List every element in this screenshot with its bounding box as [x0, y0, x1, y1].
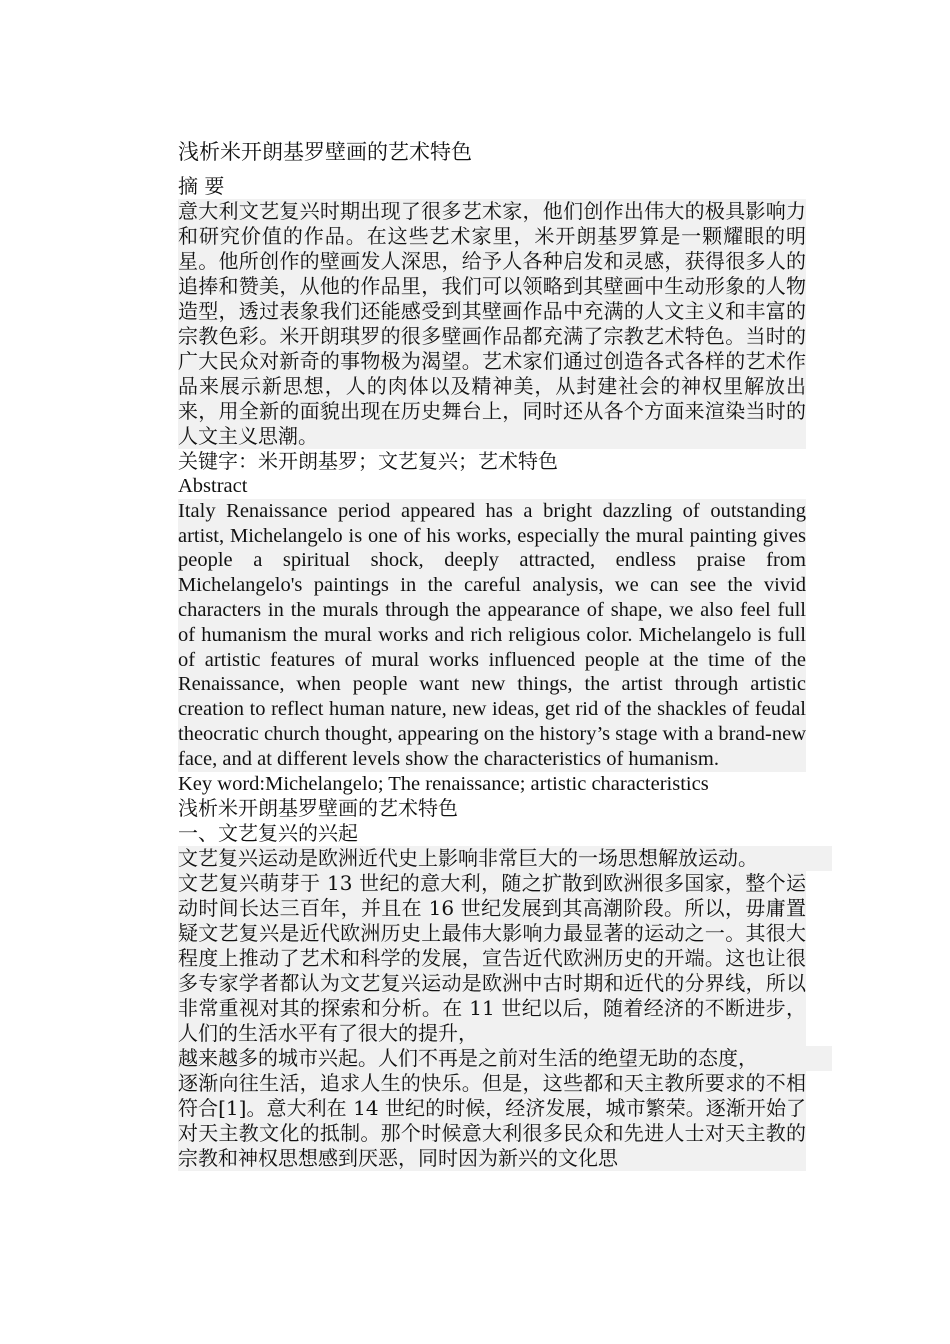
section-paragraph-line: 文艺复兴运动是欧洲近代史上影响非常巨大的一场思想解放运动。	[178, 846, 832, 871]
abstract-en-heading: Abstract	[178, 475, 248, 497]
section-paragraph: 逐渐向往生活，追求人生的快乐。但是，这些都和天主教所要求的不相符合[1]。意大利在 14 世纪的时候，经济发展，城市繁荣。逐渐开始了对天主教文化的抵制。那个时候意大利很多民众和先进人士对天主教的宗教和神权思想感到厌恶，同时因为新兴的文化思	[178, 1071, 806, 1171]
section-paragraph: 文艺复兴萌芽于 13 世纪的意大利，随之扩散到欧洲很多国家，整个运动时间长达三百年，并且在 16 世纪发展到其高潮阶段。所以，毋庸置疑文艺复兴是近代欧洲历史上最伟大影响力最显著的运动之一。其很大程度上推动了艺术和科学的发展，宣告近代欧洲历史的开端。这也让很多专家学者都认为文艺复兴运动是欧洲中古时期和近代的分界线，所以非常重视对其的探索和分析。在 11 世纪以后，随着经济的不断进步，人们的生活水平有了很大的提升，	[178, 871, 806, 1046]
section-paragraph-line: 越来越多的城市兴起。人们不再是之前对生活的绝望无助的态度，	[178, 1046, 832, 1071]
abstract-heading: 摘 要	[178, 174, 225, 198]
section-heading: 一、文艺复兴的兴起	[178, 821, 358, 846]
document-page	[178, 130, 806, 1171]
abstract-cn-paragraph: 意大利文艺复兴时期出现了很多艺术家，他们创作出伟大的极具影响力和研究价值的作品。在这些艺术家里，米开朗基罗算是一颗耀眼的明星。他所创作的壁画发人深思，给予人各种启发和灵感，获得很多人的追捧和赞美，从他的作品里，我们可以领略到其壁画中生动形象的人物造型，透过表象我们还能感受到其壁画作品中充满的人文主义和丰富的宗教色彩。米开朗琪罗的很多壁画作品都充满了宗教艺术特色。当时的广大民众对新奇的事物极为渴望。艺术家们通过创造各式各样的艺术作品来展示新思想，人的肉体以及精神美，从封建社会的神权里解放出来，用全新的面貌出现在历史舞台上，同时还从各个方面来渲染当时的人文主义思潮。	[178, 199, 806, 448]
abstract-en-paragraph: Italy Renaissance period appeared has a bright dazzling of outstanding artist, Michelangelo is one of his works, especially the mural painting gives people a spiritual shock, deeply attracted, endless praise from Michelangelo's paintings in the careful analysis, we can see the vivid characters in the murals through the appearance of shape, we also feel full of humanism the mural works and rich religious color. Michelangelo is full of artistic features of mural works influenced people at the time of the Renaissance, when people want new things, the artist through artistic creation to reflect human nature, new ideas, get rid of the shackles of feudal theocratic church thought, appearing on the history’s stage with a brand-new face, and at different levels show the characteristics of humanism.	[178, 499, 806, 770]
keywords-cn: 关键字：米开朗基罗；文艺复兴；艺术特色	[178, 449, 558, 473]
document-title: 浅析米开朗基罗壁画的艺术特色	[178, 140, 472, 164]
keywords-en: Key word:Michelangelo; The renaissance; artistic characteristics	[178, 772, 709, 795]
body-title: 浅析米开朗基罗壁画的艺术特色	[178, 796, 458, 821]
